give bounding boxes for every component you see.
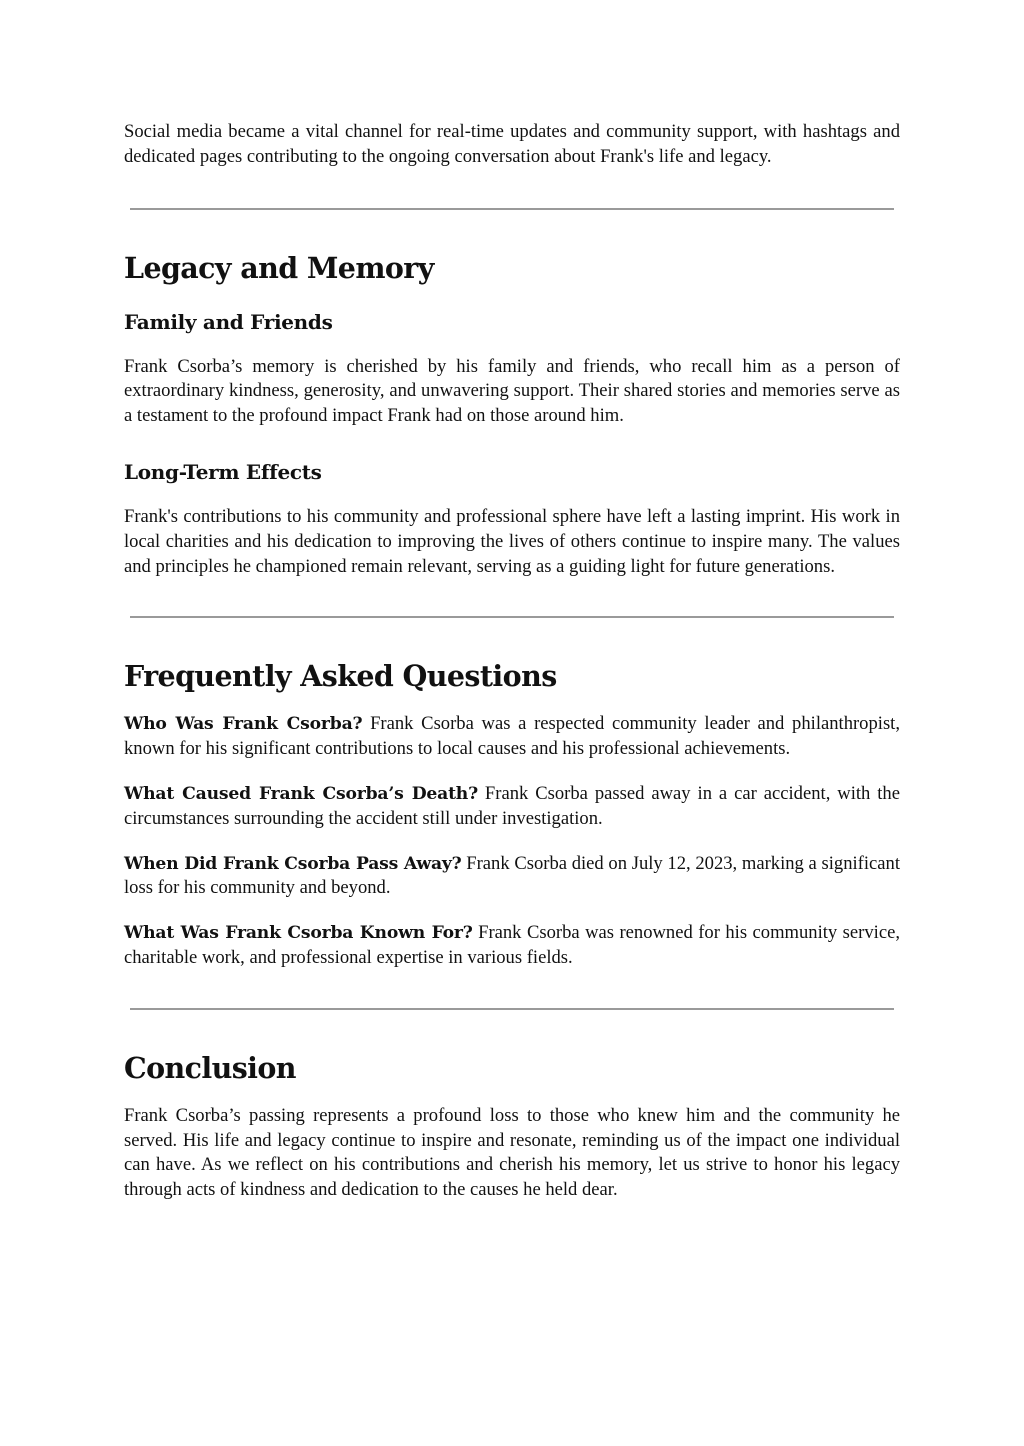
faq-answer: Frank Csorba died on July 12, 2023, marking a significant loss for his community and beyond. (124, 852, 900, 899)
faq-answer: Frank Csorba passed away in a car accident, with the circumstances surrounding the accident still under investigation. (124, 782, 900, 829)
intro-paragraph: Social media became a vital channel for real-time updates and community support, with hashtags and dedicated pages contributing to the ongoing conversation about Frank's life and legacy. (124, 121, 900, 167)
long-term-effects-heading: Long-Term Effects (124, 459, 322, 484)
conclusion-heading: Conclusion (124, 1050, 296, 1085)
conclusion-section (124, 1050, 900, 1203)
faq-section (124, 658, 900, 970)
long-term-effects-paragraph: Frank's contributions to his community and professional sphere have left a lasting imprint. His work in local charities and his dedication to improving the lives of others continue to inspire many. The values and principles he championed remain relevant, serving as a guiding light for future generations. (124, 505, 900, 577)
faq-item (124, 852, 900, 902)
family-friends-heading: Family and Friends (124, 309, 333, 334)
faq-answer: Frank Csorba was a respected community leader and philanthropist, known for his significant contributions to local causes and his professional achievements. (124, 713, 900, 760)
family-friends-paragraph: Frank Csorba’s memory is cherished by his family and friends, who recall him as a person of extraordinary kindness, generosity, and unwavering support. Their shared stories and memories serve as a testament to the profound impact Frank had on those around him. (124, 355, 900, 427)
legacy-section (124, 250, 900, 580)
faq-question: When Did Frank Csorba Pass Away? (124, 853, 462, 874)
section-divider (130, 1008, 894, 1010)
conclusion-paragraph: Frank Csorba’s passing represents a profound loss to those who knew him and the community he served. His life and legacy continue to inspire and resonate, reminding us of the impact one individual can have. As we reflect on his contributions and cherish his memory, let us strive to honor his legacy through acts of kindness and dedication to the causes he held dear. (124, 1104, 900, 1201)
faq-item (124, 782, 900, 832)
document-page (124, 120, 900, 1203)
legacy-heading: Legacy and Memory (124, 250, 434, 285)
section-divider (130, 616, 894, 618)
faq-item (124, 712, 900, 762)
faq-question: What Caused Frank Csorba’s Death? (124, 783, 478, 804)
section-divider (130, 208, 894, 210)
faq-question: What Was Frank Csorba Known For? (124, 923, 473, 944)
faq-question: Who Was Frank Csorba? (124, 714, 363, 735)
faq-answer: Frank Csorba was renowned for his community service, charitable work, and professional expertise in various fields. (124, 922, 900, 968)
faq-item (124, 921, 900, 971)
faq-heading: Frequently Asked Questions (124, 659, 557, 694)
